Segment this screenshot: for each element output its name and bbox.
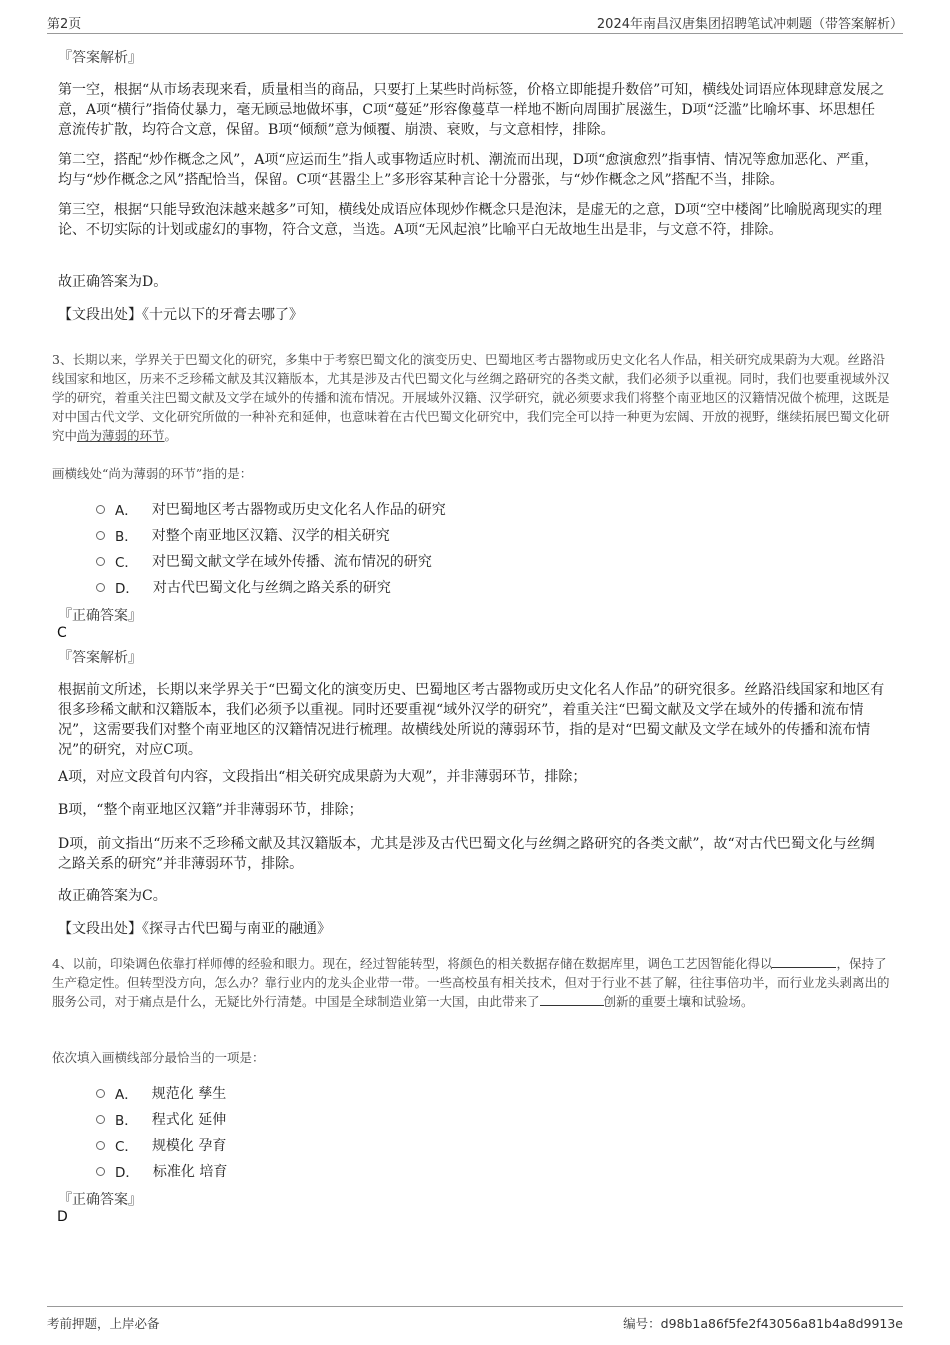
page-header <box>0 0 950 34</box>
q2-analysis-label: 『答案解析』 <box>58 50 142 66</box>
q3-analysis-para-3: B项，“整个南亚地区汉籍”并非薄弱环节，排除； <box>58 802 363 818</box>
q4-question-text: 4、以前，印染调色依靠打样师傅的经验和眼力。现在，经过智能转型，将颜色的相关数据存储在数据库里，调色工艺因智能化得以 ，保持了生产稳定性。但转型没方向，怎么办？靠行业内的龙头企业带一带。一些高校虽有相关技术，但对于行业不甚了解，往往事倍功半，而行业龙头剥离出的服务公司，对于痛点是什么，无疑比外行清楚。中国是全球制造业第一大国，由此带来了 创新的重要土壤和试验场。 <box>52 956 890 1009</box>
q3-prompt: 画横线处“尚为薄弱的环节”指的是： <box>52 466 253 481</box>
q3-analysis-para-2: A项，对应文段首句内容，文段指出“相关研究成果蔚为大观”，并非薄弱环节，排除； <box>58 769 587 785</box>
answer-blank <box>772 955 836 968</box>
q4-correct-answer: D <box>57 1209 68 1225</box>
q3-analysis-para-4: D项，前文指出“历来不乏珍稀文献及其汉籍版本，尤其是涉及古代巴蜀文化与丝绸之路研究的各类文献”，故“对古代巴蜀文化与丝绸之路关系的研究”并非薄弱环节，排除。 <box>58 836 875 872</box>
q3-source: 【文段出处】《探寻古代巴蜀与南亚的融通》 <box>58 921 331 937</box>
q2-analysis-para-3: 第三空，根据“只能导致泡沫越来越多”可知，横线处成语应体现炒作概念只是泡沫，是虚无的之意，D项“空中楼阁”比喻脱离现实的理论、不切实际的计划或虚幻的事物，符合文意，当选。A项“无风起浪”比喻平白无故地生出是非，与文意不符，排除。 <box>58 202 882 238</box>
radio-icon[interactable] <box>96 1115 105 1124</box>
radio-icon[interactable] <box>96 1089 105 1098</box>
q2-conclusion: 故正确答案为D。 <box>58 274 168 290</box>
q3-analysis-para-1: 根据前文所述，长期以来学界关于“巴蜀文化的演变历史、巴蜀地区考古器物或历史文化名人作品”的研究很多。丝路沿线国家和地区有很多珍稀文献和汉籍版本，我们必须予以重视。同时还要重视“域外汉学的研究”，着重关注“巴蜀文献及文学在域外的传播和流布情况”，这需要我们对整个南亚地区的汉籍情况进行梳理。故横线处所说的薄弱环节，指的是对“巴蜀文献及文学在域外的传播和流布情况”的研究，对应C项。 <box>58 682 885 758</box>
q3-conclusion: 故正确答案为C。 <box>58 888 167 904</box>
q4-option-a[interactable]: A． 规范化 孳生 <box>96 1083 226 1103</box>
q3-option-a[interactable]: A． 对巴蜀地区考古器物或历史文化名人作品的研究 <box>96 499 446 519</box>
footer-code: 编号：d98b1a86f5fe2f43056a81b4a8d9913e <box>623 1316 903 1331</box>
q3-option-c[interactable]: C． 对巴蜀文献文学在域外传播、流布情况的研究 <box>96 551 432 571</box>
q3-underlined-phrase: 尚为薄弱的环节 <box>77 428 165 443</box>
radio-icon[interactable] <box>96 1167 105 1176</box>
q4-option-c[interactable]: C． 规模化 孕育 <box>96 1135 226 1155</box>
footer-divider <box>47 1306 903 1307</box>
q3-question-text: 3、长期以来，学界关于巴蜀文化的研究，多集中于考察巴蜀文化的演变历史、巴蜀地区考古器物或历史文化名人作品，相关研究成果蔚为大观。丝路沿线国家和地区，历来不乏珍稀文献及其汉籍版本，尤其是涉及古代巴蜀文化与丝绸之路研究的各类文献，我们必须予以重视。同时，我们也要重视域外汉学的研究，着重关注巴蜀文献及文学在域外的传播和流布情况。开展域外汉籍、汉学研究，就必须要求我们将整个南亚地区的汉籍情况做个梳理，这既是对中国古代文学、文化研究所做的一种补充和延伸，也意味着在古代巴蜀文化研究中，我们完全可以持一种更为宏阔、开放的视野，继续拓展巴蜀文化研究中尚为薄弱的环节。 <box>52 352 890 443</box>
header-divider <box>47 33 903 34</box>
q3-option-d[interactable]: D． 对古代巴蜀文化与丝绸之路关系的研究 <box>96 577 391 597</box>
q3-correct-label: 『正确答案』 <box>58 608 142 624</box>
answer-blank <box>540 993 604 1006</box>
radio-icon[interactable] <box>96 1141 105 1150</box>
q4-option-b[interactable]: B． 程式化 延伸 <box>96 1109 226 1129</box>
radio-icon[interactable] <box>96 557 105 566</box>
q3-option-b[interactable]: B． 对整个南亚地区汉籍、汉学的相关研究 <box>96 525 390 545</box>
footer-slogan: 考前押题，上岸必备 <box>47 1316 160 1331</box>
page-number: 第2页 <box>47 17 82 32</box>
radio-icon[interactable] <box>96 583 105 592</box>
radio-icon[interactable] <box>96 531 105 540</box>
q2-analysis-para-2: 第二空，搭配“炒作概念之风”，A项“应运而生”指人或事物适应时机、潮流而出现，D项“愈演愈烈”指事情、情况等愈加恶化、严重，均与“炒作概念之风”搭配恰当，保留。C项“甚嚣尘上”多形容某种言论十分嚣张，与“炒作概念之风”搭配不当，排除。 <box>58 152 879 188</box>
q3-analysis-label: 『答案解析』 <box>58 650 142 666</box>
q3-correct-answer: C <box>57 625 67 641</box>
document-title: 2024年南昌汉唐集团招聘笔试冲刺题（带答案解析） <box>596 17 903 32</box>
q4-prompt: 依次填入画横线部分最恰当的一项是： <box>52 1050 265 1065</box>
q4-option-d[interactable]: D． 标准化 培育 <box>96 1161 227 1181</box>
q2-source: 【文段出处】《十元以下的牙膏去哪了》 <box>58 307 303 323</box>
q2-analysis-para-1: 第一空，根据“从市场表现来看，质量相当的商品，只要打上某些时尚标签，价格立即能提升数倍”可知，横线处词语应体现肆意发展之意，A项“横行”指倚仗暴力，毫无顾忌地做坏事，C项“蔓延”形容像蔓草一样地不断向周围扩展滋生，D项“泛滥”比喻坏事、坏思想任意流传扩散，均符合文意，保留。B项“倾颓”意为倾覆、崩溃、衰败，与文意相悖，排除。 <box>58 82 885 138</box>
q4-correct-label: 『正确答案』 <box>58 1192 142 1208</box>
radio-icon[interactable] <box>96 505 105 514</box>
